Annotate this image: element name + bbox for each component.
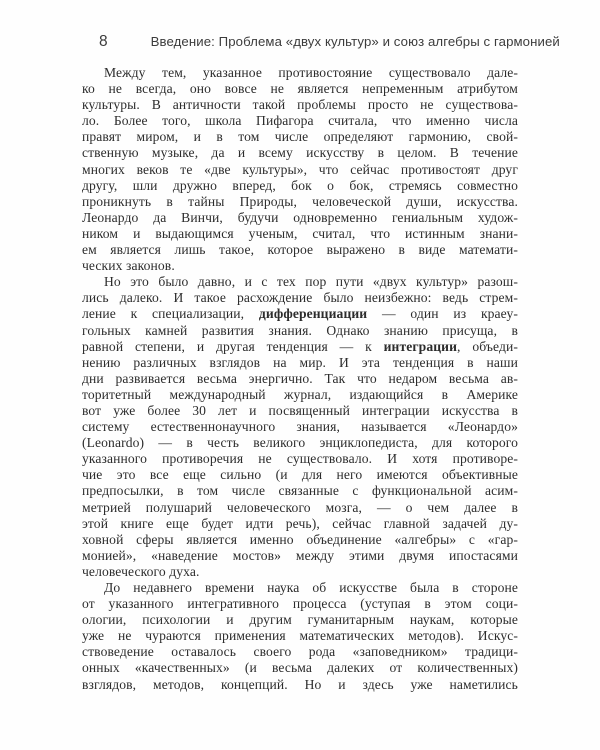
text-segment: ческих законов. — [82, 258, 175, 274]
text-segment: ко не всегда, оно вовсе не является непременным атрибутом — [82, 81, 518, 97]
text-segment: ствоведение оставалось своего рода «заповедником» традици- — [82, 644, 518, 660]
text-line — [82, 65, 518, 81]
paragraph — [82, 274, 518, 580]
text-segment: этой книге еще будет идти речь), сейчас главной задачей ду- — [82, 515, 518, 531]
text-line — [82, 194, 518, 210]
text-line — [82, 113, 518, 129]
text-line — [82, 548, 518, 564]
text-segment: метрией полушарий человеческого мозга, — о чем далее в — [82, 499, 518, 515]
text-line — [82, 467, 518, 483]
text-segment: ховной сферы является именно объединение «алгебры» с «гар- — [82, 531, 518, 547]
text-segment: лись далеко. И такое расхождение было неизбежно: ведь стрем- — [82, 290, 518, 306]
text-line — [82, 612, 518, 628]
text-line — [82, 532, 518, 548]
paragraph — [82, 580, 518, 693]
text-line — [82, 129, 518, 145]
text-segment: дни развивается весьма энергично. Так что недаром весьма ав- — [82, 370, 518, 386]
text-line — [82, 81, 518, 97]
text-segment: ником и выдающимся ученым, считал, что истинным знани- — [82, 225, 518, 241]
text-segment: Между тем, указанное противостояние существовало дале- — [104, 65, 518, 80]
text-segment: ственную музыке, да и всему искусству в целом. В течение — [82, 145, 518, 161]
text-line — [82, 226, 518, 242]
text-line — [82, 145, 518, 161]
text-segment: гольных камней развития знания. Однако знанию присуща, в — [82, 322, 518, 338]
text-segment: многих веков те «две культуры», что сейчас противостоят друг — [82, 161, 518, 177]
text-line — [82, 323, 518, 339]
paragraph — [82, 65, 518, 274]
text-segment: правят миром, и в том числе определяют гармонию, свой- — [82, 129, 518, 145]
text-line — [82, 483, 518, 499]
text-line — [82, 242, 518, 258]
text-segment: торитетный международный журнал, издающийся в Америке — [82, 386, 518, 402]
text-line — [82, 580, 518, 596]
text-segment: человеческого духа. — [82, 563, 200, 579]
text-line — [82, 677, 518, 693]
text-line — [82, 644, 518, 660]
text-line — [82, 97, 518, 113]
text-line — [82, 516, 518, 532]
text-line — [82, 564, 518, 580]
text-segment: ем является лишь такое, которое выражено в виде математи- — [82, 242, 518, 258]
text-line — [82, 355, 518, 371]
text-segment: ление к специализации, — [82, 306, 259, 322]
text-segment: Леонардо да Винчи, будучи одновременно гениальным худож- — [82, 209, 518, 225]
text-segment: культуры. В античности такой проблемы просто не существова- — [82, 97, 518, 113]
text-segment: ологии, психологии и другим гуманитарным наукам, которые — [82, 612, 518, 628]
text-segment: взглядов, методов, концепций. Но и здесь уже наметились — [82, 676, 518, 692]
text-line — [82, 371, 518, 387]
text-segment: другу, шли дружно вперед, бок о бок, стремясь совместно — [82, 177, 518, 193]
text-line — [82, 178, 518, 194]
text-line — [82, 274, 518, 290]
text-segment: чие это все еще сильно (и для него имеются объективные — [82, 467, 518, 483]
page-number: 8 — [99, 33, 108, 50]
text-segment: вот уже более 30 лет и посвященный интеграции искусства в — [82, 402, 518, 418]
text-line — [82, 403, 518, 419]
text-line — [82, 660, 518, 676]
text-segment: До недавнего времени наука об искусстве была в стороне — [104, 580, 518, 595]
text-segment: монией», «наведение мостов» между этими двумя ипостасями — [82, 547, 518, 563]
text-segment: онных «качественных» (и весьма далеких от количественных) — [82, 660, 518, 676]
text-segment: (Leonardo) — в честь великого энциклопедиста, для которого — [82, 435, 518, 451]
text-segment: — один из краеу- — [367, 306, 518, 322]
text-line — [82, 628, 518, 644]
running-header: Введение: Проблема «двух культур» и союз алгебры с гармонией — [150, 34, 560, 49]
text-line — [82, 258, 518, 274]
text-line — [82, 339, 518, 355]
text-segment: проникнуть в тайны Природы, человеческой души, искусства. — [82, 193, 518, 209]
text-segment: уже не чураются применения математических методов). Искус- — [82, 628, 518, 644]
text-line — [82, 419, 518, 435]
page-header — [82, 33, 560, 50]
text-line — [82, 210, 518, 226]
text-segment: указанного противоречия не существовало. И хотя противоре- — [82, 451, 518, 467]
text-line — [82, 596, 518, 612]
text-line — [82, 306, 518, 322]
text-line — [82, 451, 518, 467]
text-line — [82, 290, 518, 306]
text-segment: , объеди- — [457, 338, 518, 354]
text-segment: равной степени, и другая тенденция — к — [82, 338, 384, 354]
text-segment: предпосылки, в том числе связанные с функциональной асим- — [82, 483, 518, 499]
text-segment: нению различных взглядов на мир. И эта тенденция в наши — [82, 354, 518, 370]
bold-term: интеграции — [383, 338, 458, 354]
bold-term: дифференциации — [258, 306, 368, 322]
text-line — [82, 500, 518, 516]
text-line — [82, 162, 518, 178]
text-line — [82, 387, 518, 403]
text-segment: систему естественнонаучного знания, называется «Леонардо» — [82, 419, 518, 435]
text-line — [82, 435, 518, 451]
text-segment: от указанного интегративного процесса (уступая в этом соци- — [82, 596, 518, 612]
text-segment: Но это было давно, и с тех пор пути «двух культур» разош- — [104, 274, 518, 290]
text-block — [82, 65, 518, 693]
text-segment: ло. Более того, школа Пифагора считала, что именно числа — [82, 113, 518, 129]
